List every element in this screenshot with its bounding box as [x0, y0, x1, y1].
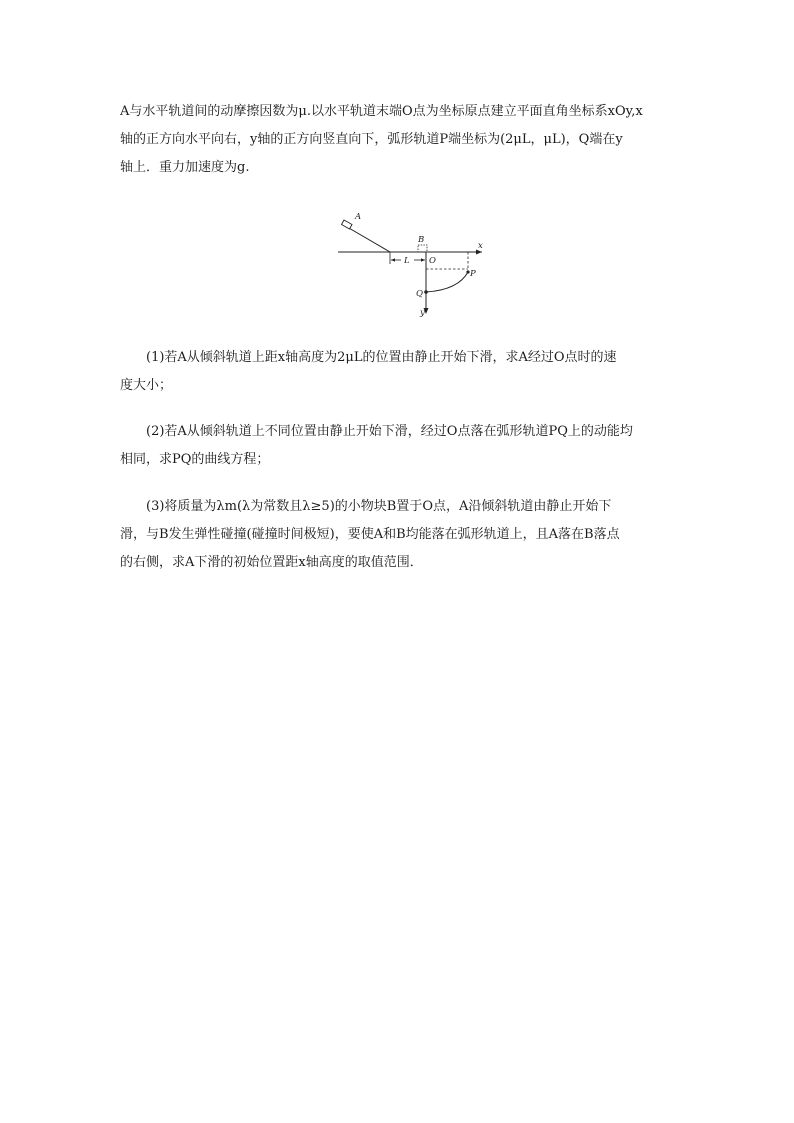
point-q — [424, 290, 428, 294]
intro-line-1: A与水平轨道间的动摩擦因数为μ.以水平轨道末端O点为坐标原点建立平面直角坐标系xOy,x — [120, 104, 643, 119]
block-b — [418, 245, 427, 252]
track-diagram — [330, 208, 500, 323]
question-3-line-3: 的右侧，求A下滑的初始位置距x轴高度的取值范围． — [120, 555, 423, 570]
question-2-line-2: 相同，求PQ的曲线方程； — [120, 452, 270, 467]
label-p: P — [470, 269, 476, 279]
question-3-line-1: (3)将质量为λm(λ为常数且λ≥5)的小物块B置于O点，A沿倾斜轨道由静止开始下 — [146, 499, 612, 514]
intro-line-3: 轴上．重力加速度为g. — [120, 160, 250, 175]
label-b: B — [418, 235, 425, 245]
question-1 — [120, 344, 680, 400]
question-1-line-2: 度大小； — [120, 378, 173, 393]
label-l: L — [404, 256, 410, 266]
l-arrowhead-right — [421, 258, 425, 261]
intro-paragraph — [120, 98, 680, 182]
label-o: O — [429, 256, 436, 266]
label-q: Q — [416, 289, 423, 299]
label-a: A — [355, 212, 362, 222]
question-1-line-1: (1)若A从倾斜轨道上距x轴高度为2μL的位置由静止开始下滑，求A经过O点时的速 — [146, 350, 617, 365]
arc-track-pq — [426, 272, 468, 292]
question-2 — [120, 418, 680, 474]
question-3-line-2: 滑，与B发生弹性碰撞(碰撞时间极短)，要使A和B均能落在弧形轨道上，且A落在B落点 — [120, 527, 620, 542]
question-3 — [120, 493, 680, 577]
intro-line-2: 轴的正方向水平向右，y轴的正方向竖直向下，弧形轨道P端坐标为(2μL，μL)，Q端在y — [120, 132, 623, 147]
l-arrowhead-left — [391, 258, 395, 261]
track-diagram-svg — [330, 208, 500, 323]
label-y: y — [420, 308, 425, 318]
question-2-line-1: (2)若A从倾斜轨道上不同位置由静止开始下滑，经过O点落在弧形轨道PQ上的动能均 — [146, 424, 633, 439]
block-a — [342, 220, 353, 229]
label-x: x — [478, 241, 483, 251]
